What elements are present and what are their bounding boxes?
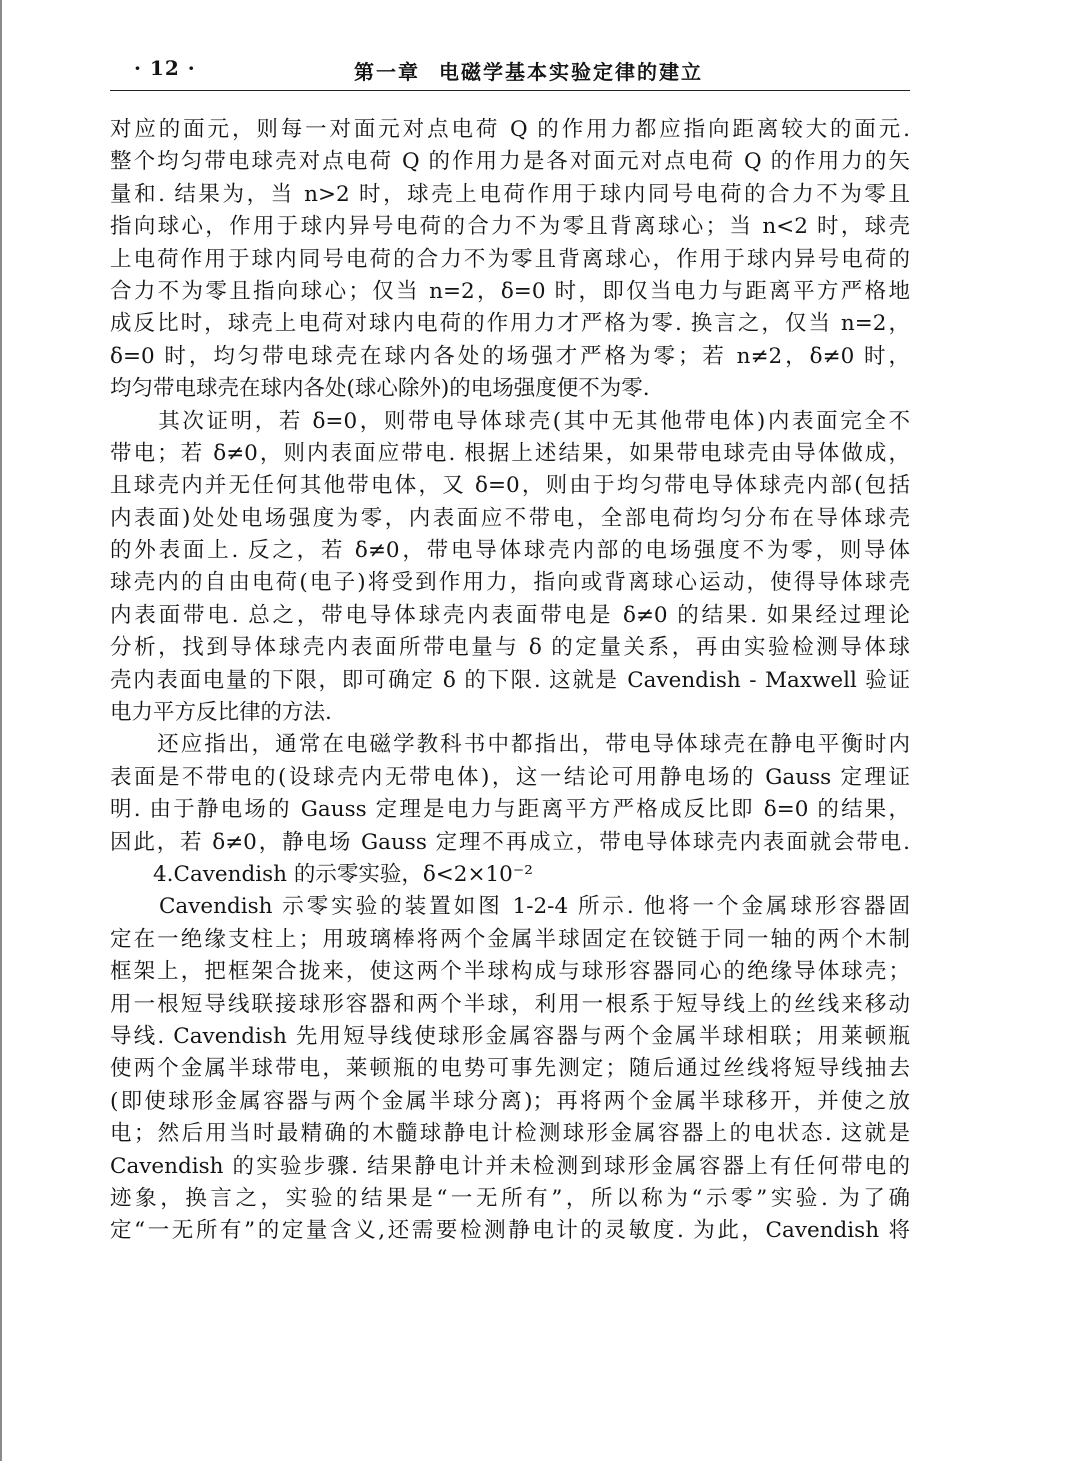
text-line: 框架上，把框架合拢来，使这两个半球构成与球形容器同心的绝缘导体球壳； — [110, 959, 910, 985]
page-header — [110, 52, 910, 88]
text-line: 成反比时，球壳上电荷对球内电荷的作用力才严格为零. 换言之，仅当 n=2， — [110, 311, 910, 337]
text-line: Cavendish 示零实验的装置如图 1-2-4 所示. 他将一个金属球形容器固 — [110, 894, 910, 920]
text-line: 带电；若 δ≠0，则内表面应带电. 根据上述结果，如果带电球壳由导体做成， — [110, 440, 910, 466]
text-line: 电力平方反比律的方法. — [110, 700, 332, 726]
text-line: 定在一绝缘支柱上；用玻璃棒将两个金属半球固定在铰链于同一轴的两个木制 — [110, 926, 910, 952]
text-line: 对应的面元，则每一对面元对点电荷 Q 的作用力都应指向距离较大的面元. — [110, 117, 910, 142]
page-number: · 12 · — [134, 56, 196, 80]
text-line: 电；然后用当时最精确的木髓球静电计检测球形金属容器上的电状态. 这就是 — [110, 1121, 910, 1147]
text-line: 球壳内的自由电荷(电子)将受到作用力，指向或背离球心运动，使得导体球壳 — [110, 570, 910, 596]
chapter-title: 第一章 电磁学基本实验定律的建立 — [354, 60, 703, 84]
text-line: 定“一无所有”的定量含义,还需要检测静电计的灵敏度. 为此，Cavendish 将 — [110, 1218, 910, 1244]
text-line: 使两个金属半球带电，莱顿瓶的电势可事先测定；随后通过丝线将短导线抽去 — [110, 1056, 910, 1082]
text-line: Cavendish 的实验步骤. 结果静电计并未检测到球形金属容器上有任何带电的 — [110, 1153, 910, 1179]
page-left-edge — [0, 0, 2, 1461]
text-line: (即使球形金属容器与两个金属半球分离)；再将两个金属半球移开，并使之放 — [110, 1088, 910, 1114]
text-line: 分析，找到导体球壳内表面所带电量与 δ 的定量关系，再由实验检测导体球 — [110, 635, 910, 661]
text-line: 壳内表面电量的下限，即可确定 δ 的下限. 这就是 Cavendish - Maxwell 验证 — [110, 667, 910, 693]
header-rule — [110, 90, 910, 91]
text-line: 用一根短导线联接球形容器和两个半球，利用一根系于短导线上的丝线来移动 — [110, 991, 910, 1017]
text-line: 还应指出，通常在电磁学教科书中都指出，带电导体球壳在静电平衡时内 — [110, 732, 910, 758]
text-line: 明. 由于静电场的 Gauss 定理是电力与距离平方严格成反比即 δ=0 的结果， — [110, 797, 910, 823]
text-line: 迹象，换言之，实验的结果是“一无所有”，所以称为“示零”实验. 为了确 — [110, 1185, 910, 1211]
body-text — [110, 114, 910, 1248]
text-line: 内表面)处处电场强度为零，内表面应不带电，全部电荷均匀分布在导体球壳 — [110, 505, 910, 531]
text-line: 均匀带电球壳在球内各处(球心除外)的电场强度便不为零. — [110, 376, 650, 402]
section-heading: 4.Cavendish 的示零实验，δ<2×10⁻² — [110, 861, 533, 887]
text-line: 其次证明，若 δ=0，则带电导体球壳(其中无其他带电体)内表面完全不 — [110, 408, 910, 434]
text-line: 上电荷作用于球内同号电荷的合力不为零且背离球心，作用于球内异号电荷的 — [110, 246, 910, 272]
text-line: 整个均匀带电球壳对点电荷 Q 的作用力是各对面元对点电荷 Q 的作用力的矢 — [110, 149, 910, 175]
text-line: 因此，若 δ≠0，静电场 Gauss 定理不再成立，带电导体球壳内表面就会带电. — [110, 829, 910, 855]
text-line: 表面是不带电的(设球壳内无带电体)，这一结论可用静电场的 Gauss 定理证 — [110, 764, 910, 790]
text-line: 且球壳内并无任何其他带电体，又 δ=0，则由于均匀带电导体球壳内部(包括 — [110, 473, 910, 499]
text-line: δ=0 时，均匀带电球壳在球内各处的场强才严格为零；若 n≠2，δ≠0 时， — [110, 343, 910, 369]
text-line: 量和. 结果为，当 n>2 时，球壳上电荷作用于球内同号电荷的合力不为零且 — [110, 181, 910, 207]
text-line: 合力不为零且指向球心；仅当 n=2，δ=0 时，即仅当电力与距离平方严格地 — [110, 278, 910, 304]
text-line: 指向球心，作用于球内异号电荷的合力不为零且背离球心；当 n<2 时，球壳 — [110, 214, 910, 240]
text-line: 导线. Cavendish 先用短导线使球形金属容器与两个金属半球相联；用莱顿瓶 — [110, 1023, 910, 1049]
text-line: 内表面带电. 总之，带电导体球壳内表面带电是 δ≠0 的结果. 如果经过理论 — [110, 602, 910, 628]
text-line: 的外表面上. 反之，若 δ≠0，带电导体球壳内部的电场强度不为零，则导体 — [110, 538, 910, 564]
